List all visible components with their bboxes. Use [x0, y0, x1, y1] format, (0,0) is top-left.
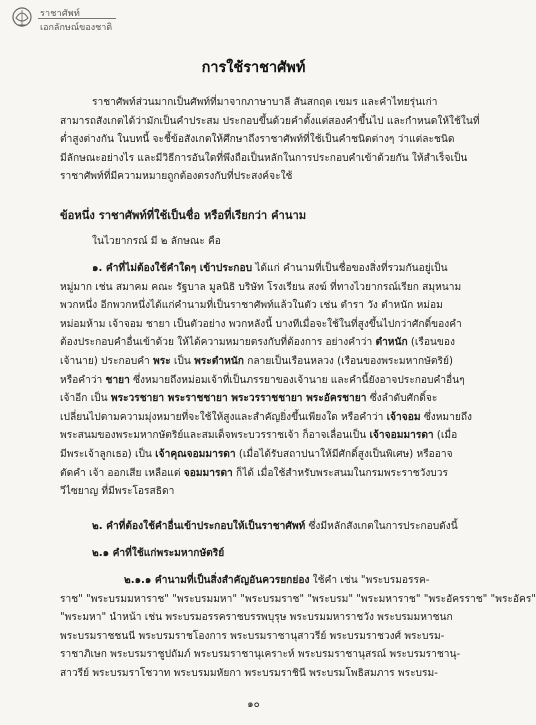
item2-lead: ๒. คำที่ต้องใช้คำอื่นเข้าประกอบให้เป็นราชาศัพท์	[92, 521, 306, 532]
text-line: ต่ำสูงต่างกัน ในบทนี้ จะชี้ข้อสังเกตให้ศึกษาถึงราชาศัพท์ที่ใช้เป็นคำชนิดต่างๆ ว่าแต่ละชนิด	[60, 134, 455, 146]
item1-paragraph	[60, 260, 472, 502]
text-line: หมู่มาก เช่น สมาคม คณะ รัฐบาล มูลนิธิ บริษัท โรงเรียน สงฆ์ ที่ทางไวยากรณ์เรียก สมุหนาม	[60, 281, 462, 293]
text-line: ๒. คำที่ต้องใช้คำอื่นเข้าประกอบให้เป็นราชาศัพท์ ซึ่งมีหลักสังเกตในการประกอบดังนี้	[92, 521, 458, 532]
text-line: ราช" "พระบรมมหาราช" "พระบรมมหา" "พระบรมราช" "พระบรม" "พระมหาราช" "พระอัครราช" "พระอัคร"	[60, 593, 536, 605]
page-number: ๑๐	[247, 699, 260, 710]
text-line: พระสนมของพระมหากษัตริย์และสมเด็จพระบวรราชเจ้า ก็อาจเลื่อนเป็น เจ้าจอมมารดา (เมื่อ	[60, 430, 458, 442]
grammar-line	[92, 233, 492, 252]
text-line: "พระมหา" นำหน้า เช่น พระบรมอรรคราชบรรพบุรุษ พระบรมมหาราชวัง พระบรมมหาชนก	[60, 612, 453, 624]
item2-paragraph	[60, 518, 460, 537]
header-divider	[38, 18, 116, 19]
text-line: ในไวยากรณ์ มี ๒ ลักษณะ คือ	[92, 236, 221, 247]
text-line: พวกหนึ่ง อีกพวกหนึ่งได้แก่คำนามที่เป็นราชาศัพท์แล้วในตัว เช่น ตำรา วัง ตำหนัก หม่อม	[60, 300, 443, 312]
page-title: การใช้ราชาศัพท์	[201, 60, 306, 76]
item1-lead: ๑. คำที่ไม่ต้องใช้คำใดๆ เข้าประกอบ	[92, 263, 253, 274]
section-heading: ข้อหนึ่ง ราชาศัพท์ที่ใช้เป็นชื่อ หรือที่เรียกว่า คำนาม	[60, 209, 307, 222]
item211-lead: ๒.๑.๑ คำนามที่เป็นสิ่งสำคัญอันควรยกย่อง	[124, 575, 310, 586]
item21-paragraph	[60, 545, 460, 564]
text-line: ราชาศัพท์ส่วนมากเป็นศัพท์ที่มาจากภาษาบาลี สันสกฤต เขมร และคำไทยรุ่นเก่า	[92, 97, 438, 108]
header-tagline: เอกลักษณ์ของชาติ	[40, 23, 113, 33]
text-line: หม่อมห้าม เจ้าจอม ชายา เป็นตัวอย่าง พวกหลังนี้ บางทีเมื่อจะใช้ในที่สูงขึ้นไปกว่าศักดิ์ของคำ	[60, 318, 462, 330]
text-line: ต้องประกอบคำอื่นเข้าด้วย ให้ได้ความหมายตรงกับที่ต้องการ อย่างคำว่า ตำหนัก (เรือนของ	[60, 337, 455, 349]
text-line: พระบรมราชชนนี พระบรมราชโองการ พระบรมราชานุสาวรีย์ พระบรมราชวงศ์ พระบรม-	[60, 630, 445, 642]
text-line: หรือคำว่า ชายา ซึ่งหมายถึงหม่อมเจ้าที่เป็นภรรยาของเจ้านาย และคำนี้ยังอาจประกอบคำอื่นๆ	[60, 374, 465, 386]
text-line: เจ้านาย) ประกอบคำ พระ เป็น พระตำหนัก กลายเป็นเรือนหลวง (เรือนของพระมหากษัตริย์)	[60, 355, 453, 367]
text-line: สาวรีย์ พระบรมราโชวาท พระบรมมหัยกา พระบรมราชินี พระบรมโพธิสมภาร พระบรม-	[60, 667, 438, 679]
item21-heading: ๒.๑ คำที่ใช้แก่พระมหากษัตริย์	[92, 548, 225, 559]
text-line: เปลี่ยนไปตามความมุ่งหมายที่จะใช้ให้สูงและสำคัญยิ่งขึ้นเพียงใด หรือคำว่า เจ้าจอม ซึ่งหมายถึง	[60, 411, 472, 423]
text-line: ราชาศัพท์ที่มีความหมายถูกต้องตรงกับที่ประสงค์จะใช้	[60, 171, 293, 183]
text-line: เจ้าอีก เป็น พระวรชายา พระราชชายา พระวรราชชายา พระอัครชายา ซึ่งลำดับศักดิ์จะ	[60, 393, 438, 405]
text-line: ตัดคำ เจ้า ออกเสีย เหลือแต่ จอมมารดา ก็ได้ เมื่อใช้สำหรับพระสนมในกรมพระราชวังบวร	[60, 467, 448, 479]
text-line: ๑. คำที่ไม่ต้องใช้คำใดๆ เข้าประกอบ ได้แก่ คำนามที่เป็นชื่อของสิ่งที่รวมกันอยู่เป็น	[92, 263, 448, 274]
intro-paragraph	[60, 94, 480, 187]
text-line: ๒.๑.๑ คำนามที่เป็นสิ่งสำคัญอันควรยกย่อง ใช้คำ เช่น "พระบรมอรรค-	[124, 575, 430, 586]
header-brand: ราชาศัพท์	[40, 9, 81, 19]
seal-logo-icon	[10, 5, 34, 31]
text-line: สามารถสังเกตได้ว่ามักเป็นคำประสม ประกอบขึ้นด้วยคำตั้งแต่สองคำขึ้นไป และกำหนดให้ใช้ในที่	[60, 115, 480, 127]
text-line: ราชาภิเษก พระบรมราชูปถัมภ์ พระบรมราชานุเคราะห์ พระบรมราชานุสรณ์ พระบรมราชานุ-	[60, 649, 461, 661]
item211-paragraph	[60, 572, 536, 684]
text-line: มีพระเจ้าลูกเธอ) เป็น เจ้าคุณจอมมารดา (เมื่อได้รับสถาปนาให้มีศักดิ์สูงเป็นพิเศษ) หรืออาจ	[60, 448, 453, 460]
text-line: มีลักษณะอย่างไร และมีวิธีการอันใดที่พึงถือเป็นหลักในการประกอบคำเข้าด้วยกัน ให้สำเร็จเป็น	[60, 152, 468, 164]
text-line: วีไซยาญ ที่มีพระโอรสธิดา	[60, 486, 175, 498]
